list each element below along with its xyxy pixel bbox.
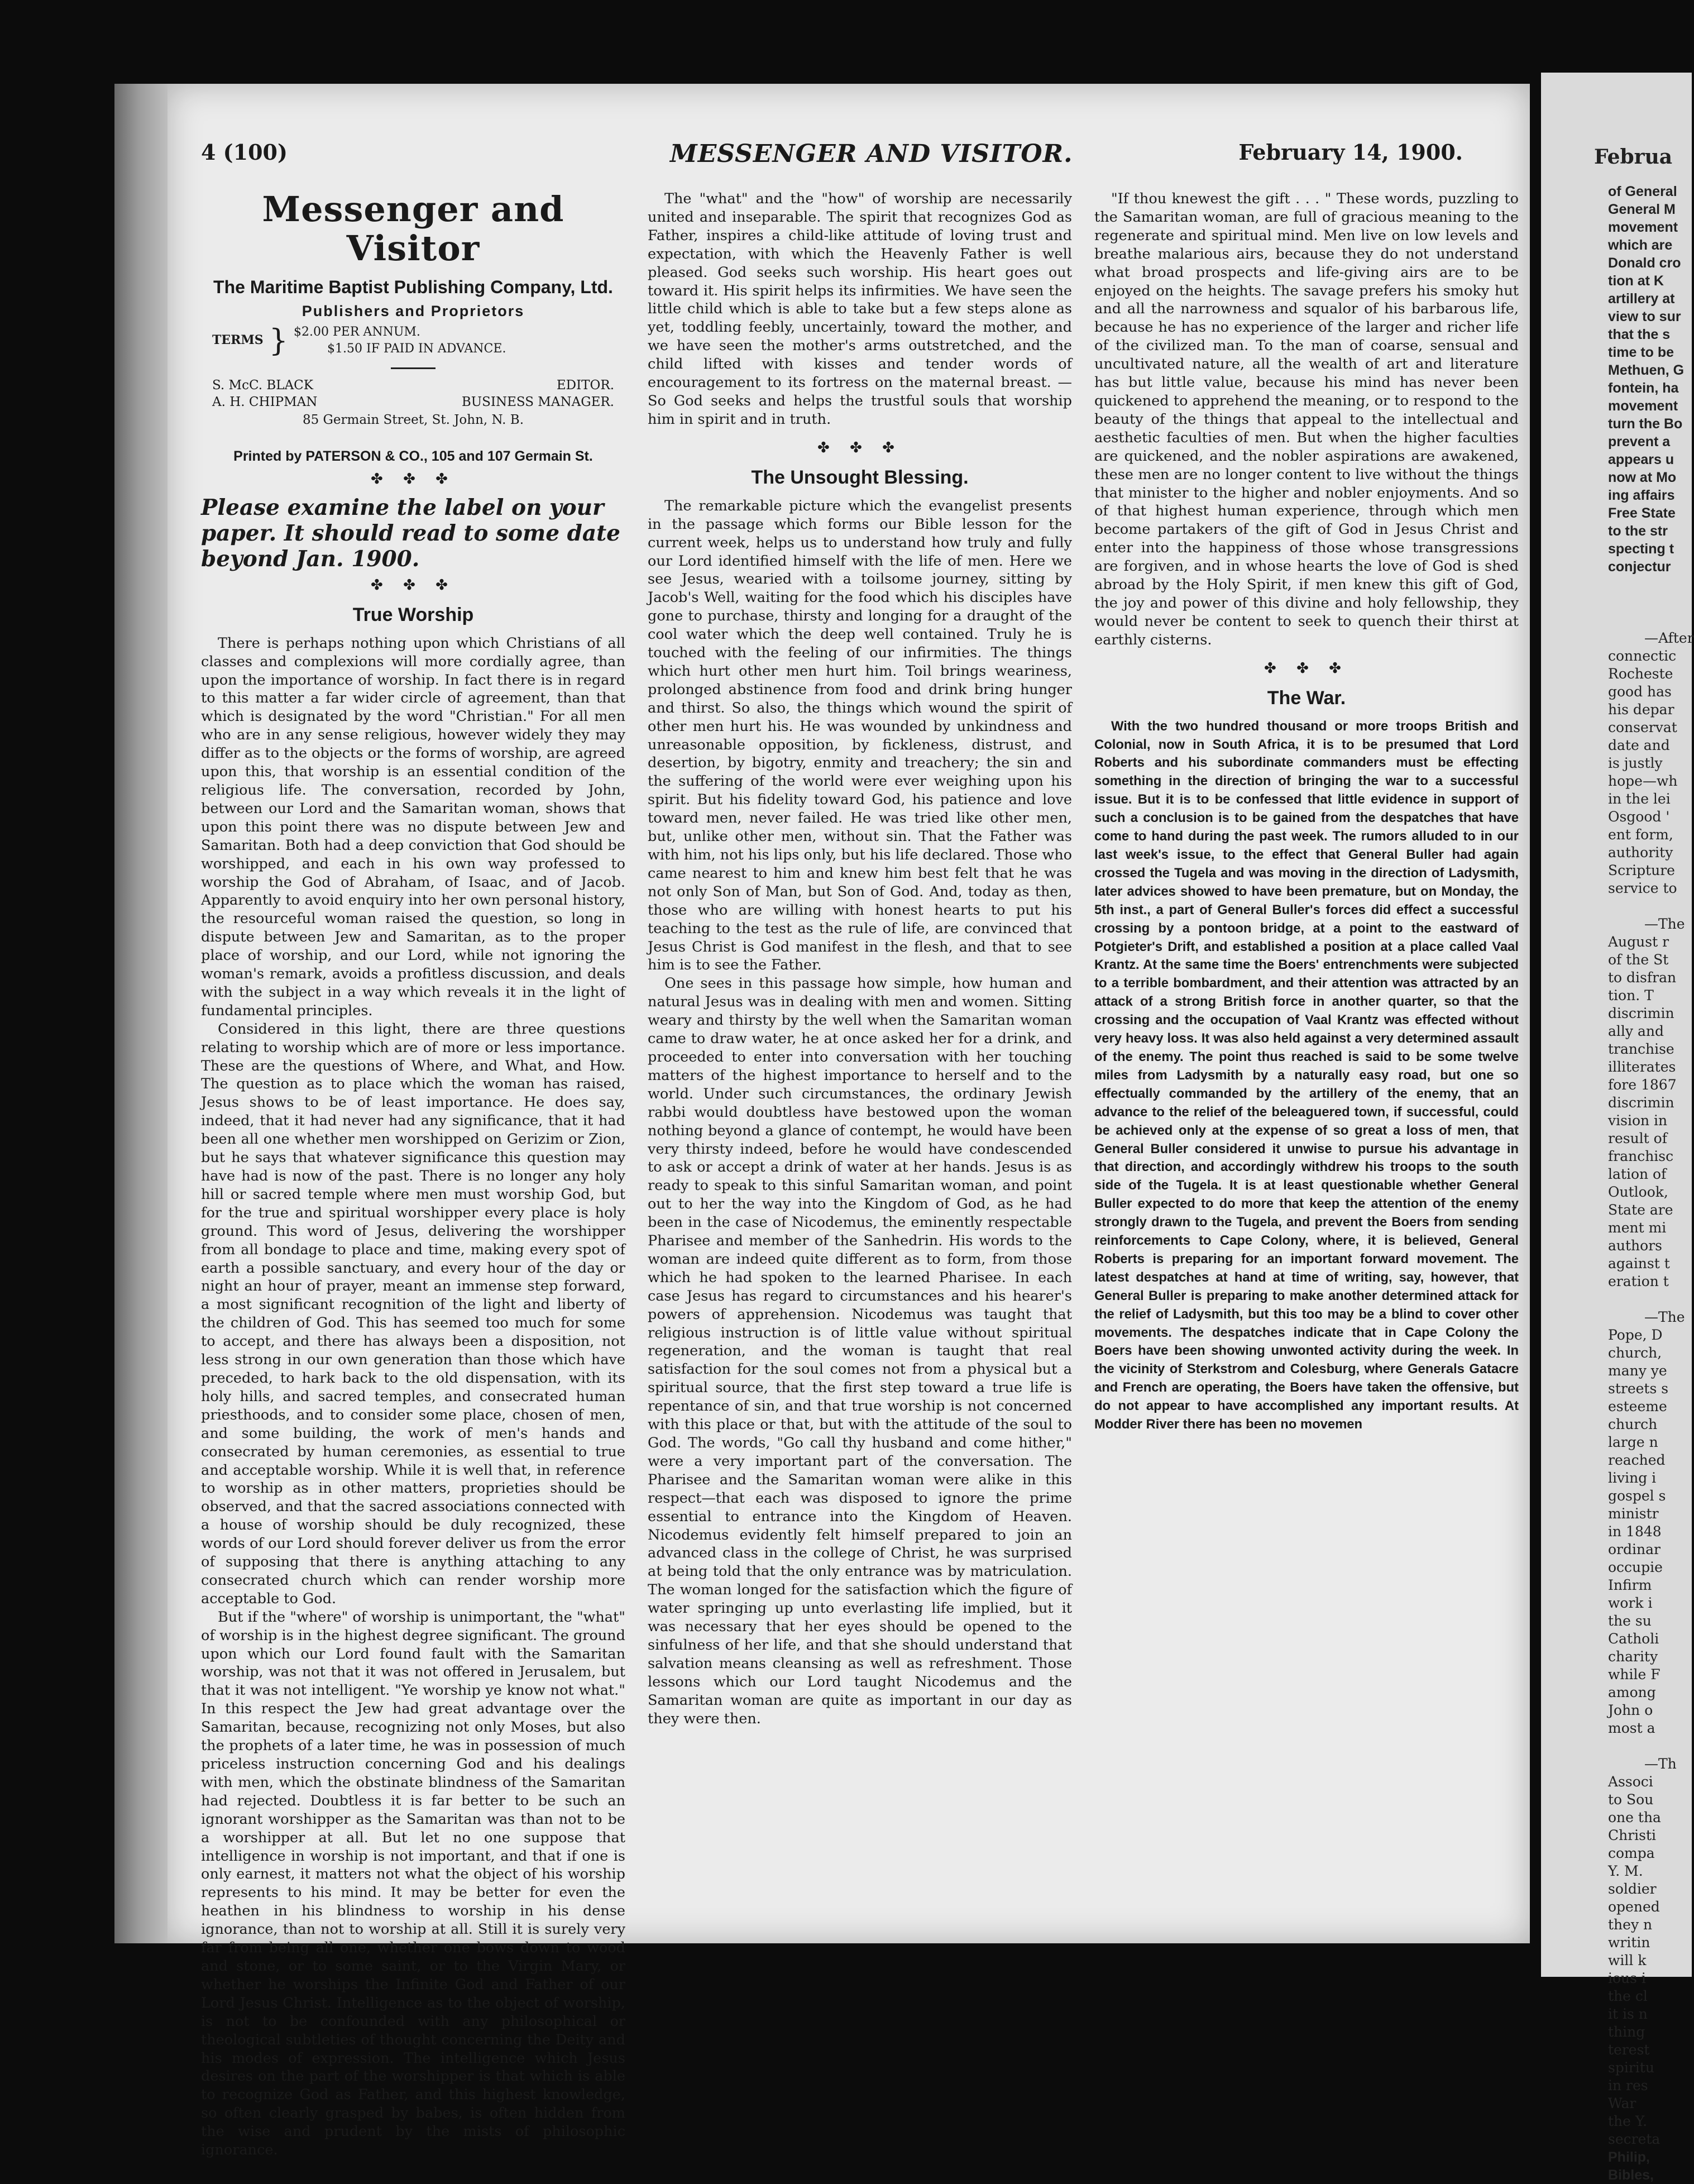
section-dingbat: ✤ ✤ ✤ xyxy=(1264,659,1349,677)
adjacent-page-line: Infirm xyxy=(1608,1577,1652,1593)
adjacent-page-line: his depar xyxy=(1608,701,1674,718)
adjacent-page-line: discrimin xyxy=(1608,1095,1674,1111)
adjacent-page-line: secreta xyxy=(1608,2131,1660,2147)
publisher-name: The Maritime Baptist Publishing Company, Ltd. xyxy=(213,277,613,297)
article-paragraph: Considered in this light, there are three questions relating to worship which are of more or less importance. These are the questions of Where, and What, and How. The question as to place which the woman has raised, Jesus shows to be of least importance. He does say, indeed, that it had never had any significance, that it had been all one whether men worshipped on Gerizim or Zion, but he says that whatever significance this question may have had is now of the past. There is no longer any holy hill or sacred temple where men must worship God, but for the true and spiritual worshipper every place is holy ground. This word of Jesus, delivering the worshipper from all bondage to place and time, making every spot of earth a possible sanctuary, and every hour of the day or night an hour of prayer, meant an immense step forward, a most significant recognition of the light and liberty of the children of God. This has seemed too much for some to accept, and there has always been a disposition, not less strong in our own generation than those which have preceded, to hark back to the old dispensation, with its holy hills, and sacred temples, and consecrated human priesthoods, and to consider some place, chosen of men, and some building, the work of men's hands and consecrated by human ceremonies, as essential to true and acceptable worship. While it is well that, in reference to worship as in other matters, proprieties should be observed, and that the sacred associations connected with a house of worship should be duly recognized, these words of our Lord should forever deliver us from the error of supposing that there is anything attaching to any consecrated church which can render worship more acceptable to God. xyxy=(201,1020,625,1607)
adjacent-page-line: General M xyxy=(1608,202,1676,217)
issue-date: February 14, 1900. xyxy=(1238,140,1463,165)
terms-label: TERMS xyxy=(212,333,264,348)
terms-line-1: $2.00 PER ANNUM. xyxy=(294,324,420,339)
article-title-true-worship: True Worship xyxy=(352,604,474,625)
adjacent-page-line: Bibles, xyxy=(1608,2167,1654,2183)
adjacent-page-line: ious i xyxy=(1608,1970,1646,1986)
adjacent-page-line: tion at K xyxy=(1608,273,1664,289)
adjacent-page-line: spiritu xyxy=(1608,2059,1654,2076)
adjacent-page-line: John o xyxy=(1608,1702,1653,1718)
adjacent-page-line: August r xyxy=(1608,934,1669,950)
adjacent-page-line: opened xyxy=(1608,1899,1660,1915)
adjacent-page-line: —After xyxy=(1644,630,1694,646)
adjacent-page-line: service to xyxy=(1608,880,1677,896)
adjacent-page-line: the cl xyxy=(1608,1988,1648,2004)
adjacent-page-line xyxy=(1541,611,1692,629)
article-paragraph: With the two hundred thousand or more troops British and Colonial, now in South Africa, it is to be presumed that Lord Roberts and his subordinate commanders must be effecting something in the direction of bringing the war to a successful issue. But it is to be confessed that little evidence in support of such a conclusion is to be gained from the despatches that have come to hand during the past week. The rumors alluded to in our last week's issue, to the effect that General Buller had again crossed the Tugela and was moving in the direction of Ladysmith, later advices showed to have been premature, but on Monday, the 5th inst., a part of General Buller's forces did effect a successful crossing by a pontoon bridge, at a point to the eastward of Potgieter's Drift, and established a position at a place called Vaal Krantz. At the same time the Boers' entrenchments were subjected to a terrible bombardment, and their attention was attracted by an attack of a strong British force in another quarter, so that the crossing and the occupation of Vaal Krantz was effected without very heavy loss. It was also held against a very determined assault of the enemy. The point thus reached is said to be some twelve miles from Ladysmith by a naturally easy road, but one so effectually commanded by the artillery of the enemy, that an advance to the relief of the beleaguered town, if successful, could be achieved only at the expense of so great a loss of men, that General Buller considered it unwise to pursue his advantage in that direction, and accordingly withdrew his troops to the south side of the Tugela. It is at least questionable whether General Buller expected to do more that keep the attention of the enemy strongly drawn to the Tugela, and prevent the Boers from sending reinforcements to Cape Colony, where, it is believed, General Roberts is preparing for an important forward movement. The latest despatches at hand at time of writing, say, however, that General Buller is preparing to make another determined attack for the relief of Ladysmith, but this too may be a blind to cover other movements. The despatches indicate that in Cape Colony the Boers have been showing unwonted activity during the week. In the vicinity of Sterkstrom and Colesburg, where Generals Gatacre and French are operating, the Boers have taken the offensive, but do not appear to have accomplished any important results. At Modder River there has been no movemen xyxy=(1094,718,1519,1432)
office-address: 85 Germain Street, St. John, N. B. xyxy=(302,412,524,427)
section-dingbat: ✤ ✤ ✤ xyxy=(817,439,902,456)
manager-name: A. H. CHIPMAN xyxy=(212,394,318,409)
adjacent-page-line: —Th xyxy=(1644,1756,1677,1772)
adjacent-page-line: Free State xyxy=(1608,505,1676,521)
adjacent-page-line xyxy=(1541,1737,1692,1755)
adjacent-page-line: authority xyxy=(1608,844,1673,861)
adjacent-page-line: tion. T xyxy=(1608,987,1654,1003)
adjacent-page-line: of General xyxy=(1608,184,1677,199)
adjacent-page-line: turn the Bo xyxy=(1608,416,1683,432)
adjacent-page-line: ment mi xyxy=(1608,1220,1667,1236)
adjacent-page-line: writin xyxy=(1608,1934,1650,1951)
adjacent-page-line: to disfran xyxy=(1608,969,1677,986)
article-paragraph: One sees in this passage how simple, how human and natural Jesus was in dealing with men and women. Sitting weary and thirsty by the well when the Samaritan woman came to draw water, he at once asked her for a drink, and proceeded to enter into conversation with her touching matters of the highest importance to herself and to the world. Under such circumstances, the ordinary Jewish rabbi would doubtless have bestowed upon the woman nothing beyond a glance of contempt, he would have been very thirsty indeed, before he would have condescended to ask or accept a drink of water at her hands. Jesus is as ready to speak to this sinful Samaritan woman, and point out to her the way into the Kingdom of God, as he had been in the case of Nicodemus, the eminently respectable Pharisee and member of the Sanhedrin. His words to the woman are indeed quite different as to form, from those which he had spoken to the learned Pharisee. In each case Jesus has regard to circumstances and his hearer's powers of apprehension. Nicodemus was taught that religious instruction is of little value without spiritual regeneration, and the woman is taught that real satisfaction for the soul comes not from a physical but a spiritual source, that the first step toward a true life is repentance of sin, and that true worship is not concerned with this place or that, but with the attitude of the soul to God. The words, "Go call thy husband and come hither," were a very important part of the conversation. The Pharisee and the Samaritan woman were alike in this respect—that each was disposed to ignore the prime essential to entrance into the Kingdom of Heaven. Nicodemus evidently felt himself prepared to join an advanced class in the college of Christ, he was surprised at being told that the only entrance was by matriculation. The woman longed for the satisfaction which the figure of water springing up unto everlasting life implied, but it was necessary that her eyes should be opened to the sinfulness of her life, and that she should understand that salvation means cleansing as well as refreshment. Those lessons which our Lord taught Nicodemus and the Samaritan woman are quite as important in our day as they were then. xyxy=(648,975,1072,1727)
adjacent-page-line: occupie xyxy=(1608,1559,1663,1575)
section-dingbat: ✤ ✤ ✤ xyxy=(371,470,456,488)
adjacent-page-line: Donald cro xyxy=(1608,255,1681,271)
adjacent-page-line: of the St xyxy=(1608,952,1669,968)
adjacent-page-line: large n xyxy=(1608,1434,1658,1450)
adjacent-page-line xyxy=(1541,897,1692,915)
adjacent-page-line: thing xyxy=(1608,2024,1645,2040)
column-2 xyxy=(648,190,1072,1728)
adjacent-page-line: lation of xyxy=(1608,1166,1667,1182)
adjacent-page-line: ing affairs xyxy=(1608,488,1675,503)
film-edge xyxy=(114,84,176,1943)
adjacent-page-line: among xyxy=(1608,1684,1656,1700)
adjacent-page-line: conservat xyxy=(1608,719,1677,735)
terms-line-2: $1.50 IF PAID IN ADVANCE. xyxy=(327,341,506,356)
brace-glyph: } xyxy=(269,322,289,358)
adjacent-page-line: church, xyxy=(1608,1345,1662,1361)
adjacent-page-line: reached xyxy=(1608,1452,1666,1468)
adjacent-page-line: soldier xyxy=(1608,1881,1657,1897)
adjacent-page-line: time to be xyxy=(1608,345,1674,360)
adjacent-page-line: illiterates xyxy=(1608,1059,1676,1075)
adjacent-page-lines xyxy=(1541,183,1692,2184)
adjacent-page-line: Y. M. xyxy=(1608,1863,1643,1879)
adjacent-page-line: living i xyxy=(1608,1470,1657,1486)
adjacent-page-line: one tha xyxy=(1608,1809,1661,1825)
adjacent-page-line: streets s xyxy=(1608,1380,1669,1397)
article-paragraph: But if the "where" of worship is unimportant, the "what" of worship is in the highest degree significant. The ground upon which our Lord found fault with the Samaritan worship, was not that it was not offered in Jerusalem, but that it was not intelligent. "Ye worship ye know not what." In this respect the Jew had great advantage over the Samaritan, because, recognizing not only Moses, but also the prophets of a later time, he was in possession of much priceless instruction concerning God and his dealings with men, which the obstinate blindness of the Samaritan had rejected. Doubtless it is far better to be such an ignorant worshipper as the Samaritan was than not to be a worshipper at all. But let no one suppose that intelligence in worship is not important, and that if one is only earnest, it matters not what the object of his worship represents to his mind. It may be better for even the heathen in his blindness to worship in his dense ignorance, than not to worship at all. Still it is surely very far from being all one, whether one bows down to wood and stone, or to some saint, or to the Virgin Mary, or whether he worships the Infinite God and Father of our Lord Jesus Christ. Intelligence as to the object of worship, is not to be confounded with any philosophical or theological subtleties of thought concerning the Deity and his modes of expression. The intelligence which Jesus desires on the part of the worshipper is that which is able to recognize God as Father, and this highest knowledge, so often clearly grasped by babes, is often hidden from the wise and prudent by the mists of philosophic ignorance. xyxy=(201,1608,625,2159)
adjacent-page-line xyxy=(1541,1291,1692,1308)
manager-row xyxy=(212,394,614,410)
adjacent-page-line: to the str xyxy=(1608,523,1668,539)
adjacent-page-line: Catholi xyxy=(1608,1631,1659,1647)
adjacent-page-line: Rocheste xyxy=(1608,666,1673,682)
adjacent-page-line: now at Mo xyxy=(1608,470,1677,485)
adjacent-page-line: gospel s xyxy=(1608,1488,1666,1504)
article-title-unsought-blessing: The Unsought Blessing. xyxy=(751,466,969,488)
editor-name: S. McC. BLACK xyxy=(212,377,313,393)
adjacent-page-line: tranchise xyxy=(1608,1041,1674,1057)
adjacent-page-line: —The xyxy=(1644,1309,1685,1325)
adjacent-page-line: movement xyxy=(1608,219,1678,235)
adjacent-page-line: ordinar xyxy=(1608,1541,1660,1557)
adjacent-page-line: is justly xyxy=(1608,755,1663,771)
adjacent-page-line: Philip, xyxy=(1608,2149,1650,2165)
adjacent-page-line: fore 1867 xyxy=(1608,1077,1677,1093)
adjacent-page-line: ally and xyxy=(1608,1023,1664,1039)
article-paragraph: There is perhaps nothing upon which Christians of all classes and complexions will more cordially agree, than upon the importance of worship. In fact there is in regard to this matter a far wider circle of agreement, than that which is designated by the word "Christian." For all men who are in any sense religious, however widely they may differ as to the objects or the forms of worship, are agreed upon this, that worship is an essential condition of the religious life. The conversation, recorded by John, between our Lord and the Samaritan woman, shows that upon this point there was no dispute between Jew and Samaritan. Both had a deep conviction that God should be worshipped, and each in his own way professed to worship the God of Abraham, of Isaac, and of Jacob. Apparently to avoid enquiry into her own personal history, the resourceful woman raised the question, so long in dispute between Jew and Samaritan, as to the proper place of worship, and our Lord, while not ignoring the woman's remark, avoids a profitless discussion, and deals with the subject in a way which reveals it in the light of fundamental principles. xyxy=(201,634,625,1019)
adjacent-page-line: the su xyxy=(1608,1613,1652,1629)
adjacent-page-line: Scripture xyxy=(1608,862,1675,878)
column-3 xyxy=(1094,190,1519,1434)
adjacent-page-line: in the lei xyxy=(1608,791,1671,807)
adjacent-page-fragment xyxy=(1541,73,1694,2183)
adjacent-page-line: many ye xyxy=(1608,1363,1667,1379)
adjacent-page-line: result of xyxy=(1608,1130,1667,1146)
adjacent-page-line: church xyxy=(1608,1416,1658,1432)
adjacent-page-line: will k xyxy=(1608,1952,1647,1968)
adjacent-page-line: in 1848 xyxy=(1608,1523,1662,1540)
adjacent-page-line: Methuen, G xyxy=(1608,362,1685,378)
adjacent-page-line: War xyxy=(1608,2095,1636,2111)
adjacent-page-line: prevent a xyxy=(1608,434,1671,450)
staff-list xyxy=(212,377,614,428)
adjacent-page-line: the Y. xyxy=(1608,2113,1648,2129)
adjacent-page-line: conjectur xyxy=(1608,559,1671,575)
article-paragraph: The remarkable picture which the evangelist presents in the passage which forms our Bible lesson for the current week, helps us to understand how truly and fully our Lord identified himself with the life of men. Here we see Jesus, wearied with a toilsome journey, sitting by Jacob's Well, waiting for the food which his disciples have gone to purchase, thirsty and longing for a draught of the cool water which the deep well contained. Truly he is touched with the feeling of our infirmities. The things which hurt other men hurt him. Toil brings weariness, prolonged abstinence from food and drink bring hunger and thirst. So also, the things which wound the spirit of other men hurt his. He was wounded by unkindness and unreasonable opposition, by fickleness, distrust, and desertion, by bigotry, enmity and treachery; the sin and the suffering of the world were ever weighing upon his spirit. But his fidelity toward God, his patience and love toward men, never failed. He was tried like other men, but, unlike other men, without sin. That the Father was with him, not his lips only, but his life declared. Those who came nearest to him and knew him best felt that he was not only Son of Man, but Son of God. And, today as then, those who are willing with honest hearts to put his teaching to the test as the rule of life, are convinced that Jesus Christ is God manifest in the flesh, and that to see him is to see the Father. xyxy=(648,497,1072,974)
adjacent-page-line: connectic xyxy=(1608,648,1677,664)
adjacent-page-line: movement xyxy=(1608,398,1678,414)
newspaper-page xyxy=(168,84,1530,2159)
adjacent-page-line: work i xyxy=(1608,1595,1653,1611)
page-header xyxy=(168,140,1530,184)
proprietors-line: Publishers and Proprietors xyxy=(302,302,525,319)
column-1 xyxy=(201,190,625,2159)
adjacent-page-line: eration t xyxy=(1608,1273,1669,1289)
masthead-rule xyxy=(391,367,436,369)
manager-role: BUSINESS MANAGER. xyxy=(461,394,614,409)
adjacent-page-line: against t xyxy=(1608,1255,1670,1272)
editor-role: EDITOR. xyxy=(556,377,614,393)
printer-line: Printed by PATERSON & CO., 105 and 107 Germain St. xyxy=(233,448,593,464)
adjacent-page-line: authors xyxy=(1608,1237,1662,1254)
adjacent-page-line xyxy=(1541,576,1692,594)
adjacent-page-line: it is n xyxy=(1608,2006,1648,2022)
adjacent-page-line: that the s xyxy=(1608,327,1671,342)
adjacent-page-line: which are xyxy=(1608,237,1673,253)
masthead-title: Messenger and Visitor xyxy=(262,189,564,269)
adjacent-page-line: specting t xyxy=(1608,541,1674,557)
adjacent-page-line: artillery at xyxy=(1608,291,1675,307)
section-dingbat: ✤ ✤ ✤ xyxy=(371,576,456,594)
adjacent-page-line: terest xyxy=(1608,2042,1650,2058)
adjacent-page-line: in res xyxy=(1608,2077,1648,2094)
adjacent-page-line: most a xyxy=(1608,1720,1655,1736)
adjacent-page-line: State are xyxy=(1608,1202,1673,1218)
adjacent-page-line: ministr xyxy=(1608,1506,1659,1522)
subscription-terms xyxy=(201,324,625,357)
article-paragraph: "If thou knewest the gift . . . " These words, puzzling to the Samaritan woman, are full of gracious meaning to the regenerate and spiritual mind. Men live on low levels and breathe malarious airs, because they do not understand what broad prospects and life-giving airs are to be enjoyed on the heights. The savage prefers his smoky hut and all the narrowness and squalor of his barbarous life, because he has no experience of the larger and richer life of the civilized man. To the man of coarse, sensual and uncultivated nature, all the wealth of art and literature has but little value, because his mind has never been quickened to apprehend the meaning, or to respond to the beauty of the things that appeal to the intellectual and aesthetic faculties of men. But when the higher faculties are quickened, and the nobler aspirations are awakened, these men are no longer content to live without the things that minister to the higher and nobler enjoyments. And so of that highest human experience, through which men become partakers of the gift of God in Jesus Christ and enter into the happiness of those whose transgressions are forgiven, and in whose hearts the love of God is shed abroad by the Holy Spirit, if men knew this gift of God, the joy and power of this divine and holy fellowship, they would never be content to seek to quench their thirst at earthly cisterns. xyxy=(1094,190,1519,648)
war-article xyxy=(1094,718,1519,1434)
adjacent-page-line: Associ xyxy=(1608,1774,1653,1790)
adjacent-page-line: they n xyxy=(1608,1917,1653,1933)
adjacent-page-line: good has xyxy=(1608,684,1672,700)
adjacent-page-line: franchisc xyxy=(1608,1148,1674,1164)
adjacent-page-line xyxy=(1541,594,1692,611)
adjacent-page-line: hope—wh xyxy=(1608,773,1678,789)
terms-lines xyxy=(294,324,506,357)
article-paragraph: The "what" and the "how" of worship are necessarily united and inseparable. The spirit that recognizes God as Father, inspires a child-like attitude of loving trust and expectation, with which the Heavenly Father is well pleased. God seeks such worship. His heart goes out toward it. His spirit helps its infirmities. We have seen the little child which is able to take but a few steps alone as yet, toddling feebly, uncertainly, toward the mother, and we have seen the mother's arms outstretched, and the child lifted with kisses and tender words of encouragement to its fortress on the maternal breast. —So God seeks and helps the trustful souls that worship him in spirit and in truth. xyxy=(648,190,1072,428)
adjacent-page-line: view to sur xyxy=(1608,309,1681,324)
adjacent-page-line: date and xyxy=(1608,737,1670,753)
article-title-the-war: The War. xyxy=(1267,687,1346,709)
adjacent-page-line: Christi xyxy=(1608,1827,1657,1843)
adjacent-page-line: Pope, D xyxy=(1608,1327,1663,1343)
adjacent-page-line: fontein, ha xyxy=(1608,380,1679,396)
adjacent-page-line: while F xyxy=(1608,1666,1660,1683)
running-title: MESSENGER AND VISITOR. xyxy=(670,140,1073,168)
page-number: 4 (100) xyxy=(201,140,288,165)
adjacent-page-line: to Sou xyxy=(1608,1791,1654,1808)
label-notice: Please examine the label on your paper. It should read to some date beyond Jan. 1900. xyxy=(201,494,620,572)
adjacent-page-line: charity xyxy=(1608,1648,1658,1665)
adjacent-page-line: —The xyxy=(1644,916,1685,932)
adjacent-page-line: esteeme xyxy=(1608,1398,1667,1414)
adjacent-page-line: Osgood ' xyxy=(1608,809,1670,825)
adjacent-page-header: Februa xyxy=(1594,145,1673,169)
adjacent-page-line: vision in xyxy=(1608,1112,1668,1129)
adjacent-page-line: appears u xyxy=(1608,452,1674,467)
adjacent-page-line: discrimin xyxy=(1608,1005,1674,1021)
editor-row xyxy=(212,377,614,394)
adjacent-page-line: ent form, xyxy=(1608,826,1673,843)
adjacent-page-line: Outlook, xyxy=(1608,1184,1668,1200)
adjacent-page-line: compa xyxy=(1608,1845,1655,1861)
